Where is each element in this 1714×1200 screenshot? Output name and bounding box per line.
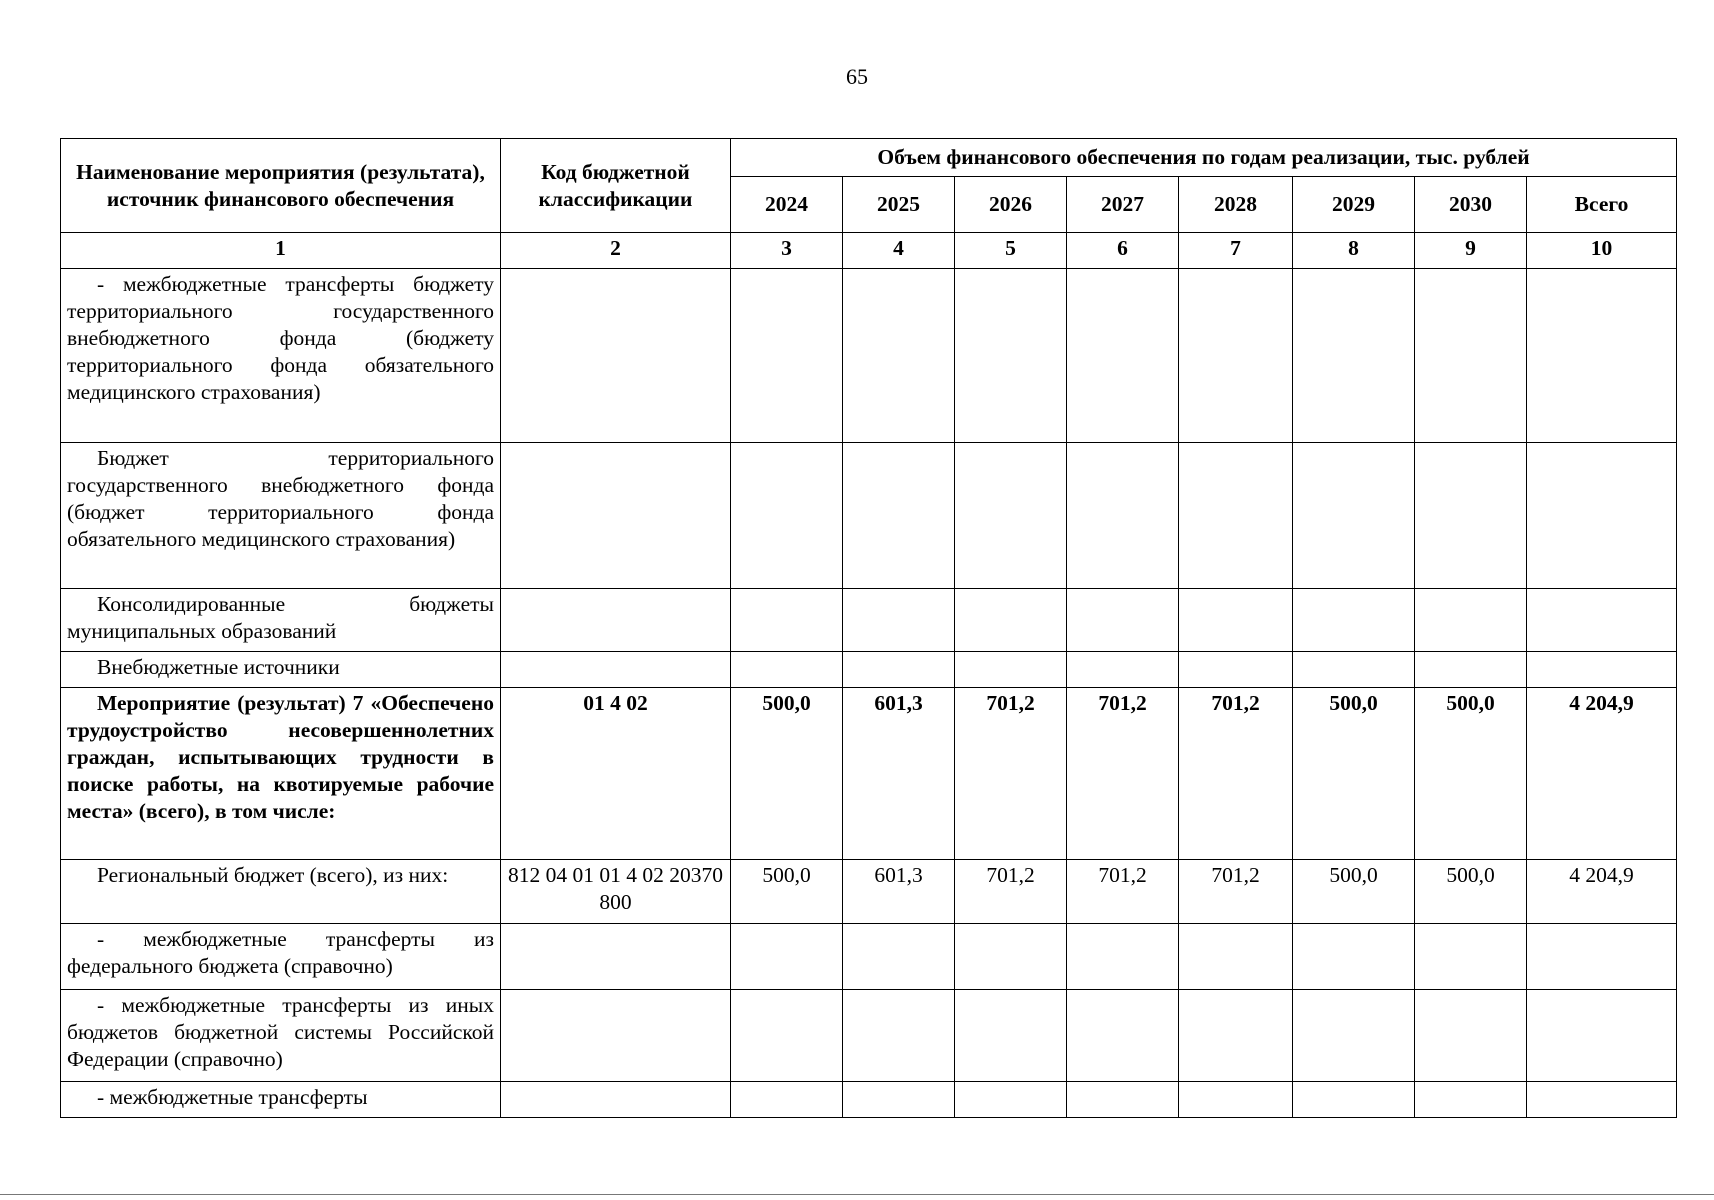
row-year-value bbox=[843, 269, 955, 443]
row-year-value bbox=[1179, 269, 1293, 443]
table-row bbox=[61, 269, 1677, 443]
row-year-value bbox=[731, 269, 843, 443]
row-year-value bbox=[731, 990, 843, 1082]
row-year-value bbox=[1293, 269, 1415, 443]
row-code-cell: 812 04 01 01 4 02 20370 800 bbox=[501, 860, 731, 924]
row-year-value: 500,0 bbox=[731, 860, 843, 924]
row-year-value bbox=[731, 443, 843, 589]
header-year: 2025 bbox=[843, 177, 955, 233]
table-row bbox=[61, 443, 1677, 589]
column-number: 4 bbox=[843, 233, 955, 269]
header-year: 2027 bbox=[1067, 177, 1179, 233]
row-year-value bbox=[955, 924, 1067, 990]
row-year-value: 601,3 bbox=[843, 688, 955, 860]
row-year-value: 500,0 bbox=[1293, 860, 1415, 924]
row-year-value bbox=[955, 652, 1067, 688]
row-year-value bbox=[731, 652, 843, 688]
row-code-cell bbox=[501, 1082, 731, 1118]
row-total-value bbox=[1527, 1082, 1677, 1118]
row-year-value: 500,0 bbox=[1415, 688, 1527, 860]
row-total-value bbox=[1527, 443, 1677, 589]
table-row bbox=[61, 589, 1677, 652]
table-row bbox=[61, 860, 1677, 924]
row-year-value bbox=[1415, 924, 1527, 990]
row-name-cell bbox=[61, 990, 501, 1082]
column-number: 8 bbox=[1293, 233, 1415, 269]
row-year-value bbox=[1415, 652, 1527, 688]
row-name-text: - межбюджетные трансферты из иных бюджетов бюджетной системы Российской Федерации (справочно) bbox=[67, 993, 494, 1071]
row-year-value bbox=[1293, 1082, 1415, 1118]
row-year-value bbox=[1415, 990, 1527, 1082]
row-year-value bbox=[1179, 443, 1293, 589]
table-row bbox=[61, 652, 1677, 688]
row-name-text: - межбюджетные трансферты бюджету территориального государственного внебюджетного фонда (бюджету территориального фонда обязательного медицинского страхования) bbox=[67, 272, 494, 404]
row-name-text: Консолидированные бюджеты муниципальных образований bbox=[67, 592, 494, 643]
row-year-value bbox=[843, 924, 955, 990]
column-number: 5 bbox=[955, 233, 1067, 269]
row-year-value: 601,3 bbox=[843, 860, 955, 924]
header-total: Всего bbox=[1527, 177, 1677, 233]
row-total-value bbox=[1527, 652, 1677, 688]
row-year-value: 701,2 bbox=[955, 860, 1067, 924]
row-name-cell bbox=[61, 1082, 501, 1118]
row-year-value bbox=[843, 652, 955, 688]
row-name-cell bbox=[61, 688, 501, 860]
row-code-cell: 01 4 02 bbox=[501, 688, 731, 860]
row-code-cell bbox=[501, 443, 731, 589]
column-number: 6 bbox=[1067, 233, 1179, 269]
row-year-value bbox=[731, 924, 843, 990]
row-year-value bbox=[955, 269, 1067, 443]
row-name-cell bbox=[61, 443, 501, 589]
page-bottom-rule bbox=[0, 1194, 1714, 1195]
column-number: 7 bbox=[1179, 233, 1293, 269]
header-year: 2024 bbox=[731, 177, 843, 233]
row-total-value bbox=[1527, 924, 1677, 990]
row-name-text: Внебюджетные источники bbox=[97, 655, 340, 679]
row-year-value bbox=[1293, 924, 1415, 990]
table-row bbox=[61, 1082, 1677, 1118]
row-year-value bbox=[843, 990, 955, 1082]
header-funding-group: Объем финансового обеспечения по годам реализации, тыс. рублей bbox=[731, 139, 1677, 177]
row-code-cell bbox=[501, 652, 731, 688]
row-year-value bbox=[1415, 443, 1527, 589]
row-year-value bbox=[955, 990, 1067, 1082]
column-number-row bbox=[61, 233, 1677, 269]
row-year-value bbox=[1293, 652, 1415, 688]
row-year-value bbox=[1067, 924, 1179, 990]
row-year-value bbox=[1293, 990, 1415, 1082]
row-year-value bbox=[1293, 589, 1415, 652]
row-year-value bbox=[843, 1082, 955, 1118]
row-code-cell bbox=[501, 990, 731, 1082]
row-year-value bbox=[955, 589, 1067, 652]
row-name-text: Региональный бюджет (всего), из них: bbox=[97, 863, 449, 887]
row-year-value: 701,2 bbox=[1067, 688, 1179, 860]
row-code-cell bbox=[501, 924, 731, 990]
row-year-value bbox=[1415, 1082, 1527, 1118]
header-code-column: Код бюджетной классификации bbox=[501, 139, 731, 233]
row-code-cell bbox=[501, 269, 731, 443]
row-year-value bbox=[843, 443, 955, 589]
row-year-value bbox=[1067, 589, 1179, 652]
row-year-value bbox=[1293, 443, 1415, 589]
row-year-value bbox=[1179, 652, 1293, 688]
header-year: 2029 bbox=[1293, 177, 1415, 233]
row-year-value: 701,2 bbox=[1179, 688, 1293, 860]
row-year-value bbox=[1415, 589, 1527, 652]
row-code-cell bbox=[501, 589, 731, 652]
row-name-cell bbox=[61, 924, 501, 990]
row-total-value bbox=[1527, 269, 1677, 443]
row-year-value bbox=[1067, 652, 1179, 688]
row-year-value bbox=[731, 1082, 843, 1118]
row-name-cell bbox=[61, 589, 501, 652]
row-year-value bbox=[843, 589, 955, 652]
column-number: 2 bbox=[501, 233, 731, 269]
row-name-cell bbox=[61, 269, 501, 443]
row-year-value bbox=[1179, 1082, 1293, 1118]
row-year-value: 500,0 bbox=[731, 688, 843, 860]
column-number: 9 bbox=[1415, 233, 1527, 269]
table-row bbox=[61, 990, 1677, 1082]
row-year-value: 701,2 bbox=[955, 688, 1067, 860]
row-year-value bbox=[1179, 924, 1293, 990]
row-name-cell bbox=[61, 652, 501, 688]
row-total-value: 4 204,9 bbox=[1527, 860, 1677, 924]
row-year-value bbox=[1415, 269, 1527, 443]
row-total-value bbox=[1527, 990, 1677, 1082]
header-name-column: Наименование мероприятия (результата), источник финансового обеспечения bbox=[61, 139, 501, 233]
row-year-value: 701,2 bbox=[1067, 860, 1179, 924]
row-name-text: Мероприятие (результат) 7 «Обеспечено трудоустройство несовершеннолетних граждан, испытывающих трудности в поиске работы, на квотируемые рабочие места» (всего), в том числе: bbox=[67, 691, 494, 823]
row-year-value: 500,0 bbox=[1293, 688, 1415, 860]
row-year-value bbox=[1067, 1082, 1179, 1118]
row-name-text: - межбюджетные трансферты из федерального бюджета (справочно) bbox=[67, 927, 494, 978]
row-year-value bbox=[1179, 589, 1293, 652]
row-year-value bbox=[1067, 990, 1179, 1082]
row-year-value bbox=[1067, 269, 1179, 443]
header-year: 2030 bbox=[1415, 177, 1527, 233]
row-year-value: 701,2 bbox=[1179, 860, 1293, 924]
row-name-text: Бюджет территориального государственного внебюджетного фонда (бюджет территориального фонда обязательного медицинского страхования) bbox=[67, 446, 494, 551]
row-name-cell bbox=[61, 860, 501, 924]
header-year: 2026 bbox=[955, 177, 1067, 233]
table-row bbox=[61, 688, 1677, 860]
financing-table bbox=[60, 138, 1677, 1118]
row-name-text: - межбюджетные трансферты bbox=[97, 1085, 368, 1109]
header-year: 2028 bbox=[1179, 177, 1293, 233]
table-row bbox=[61, 924, 1677, 990]
page-number: 65 bbox=[846, 64, 868, 89]
row-total-value: 4 204,9 bbox=[1527, 688, 1677, 860]
row-year-value bbox=[1179, 990, 1293, 1082]
row-year-value bbox=[955, 443, 1067, 589]
row-year-value bbox=[731, 589, 843, 652]
column-number: 1 bbox=[61, 233, 501, 269]
row-year-value: 500,0 bbox=[1415, 860, 1527, 924]
row-year-value bbox=[955, 1082, 1067, 1118]
row-total-value bbox=[1527, 589, 1677, 652]
row-year-value bbox=[1067, 443, 1179, 589]
column-number: 10 bbox=[1527, 233, 1677, 269]
column-number: 3 bbox=[731, 233, 843, 269]
